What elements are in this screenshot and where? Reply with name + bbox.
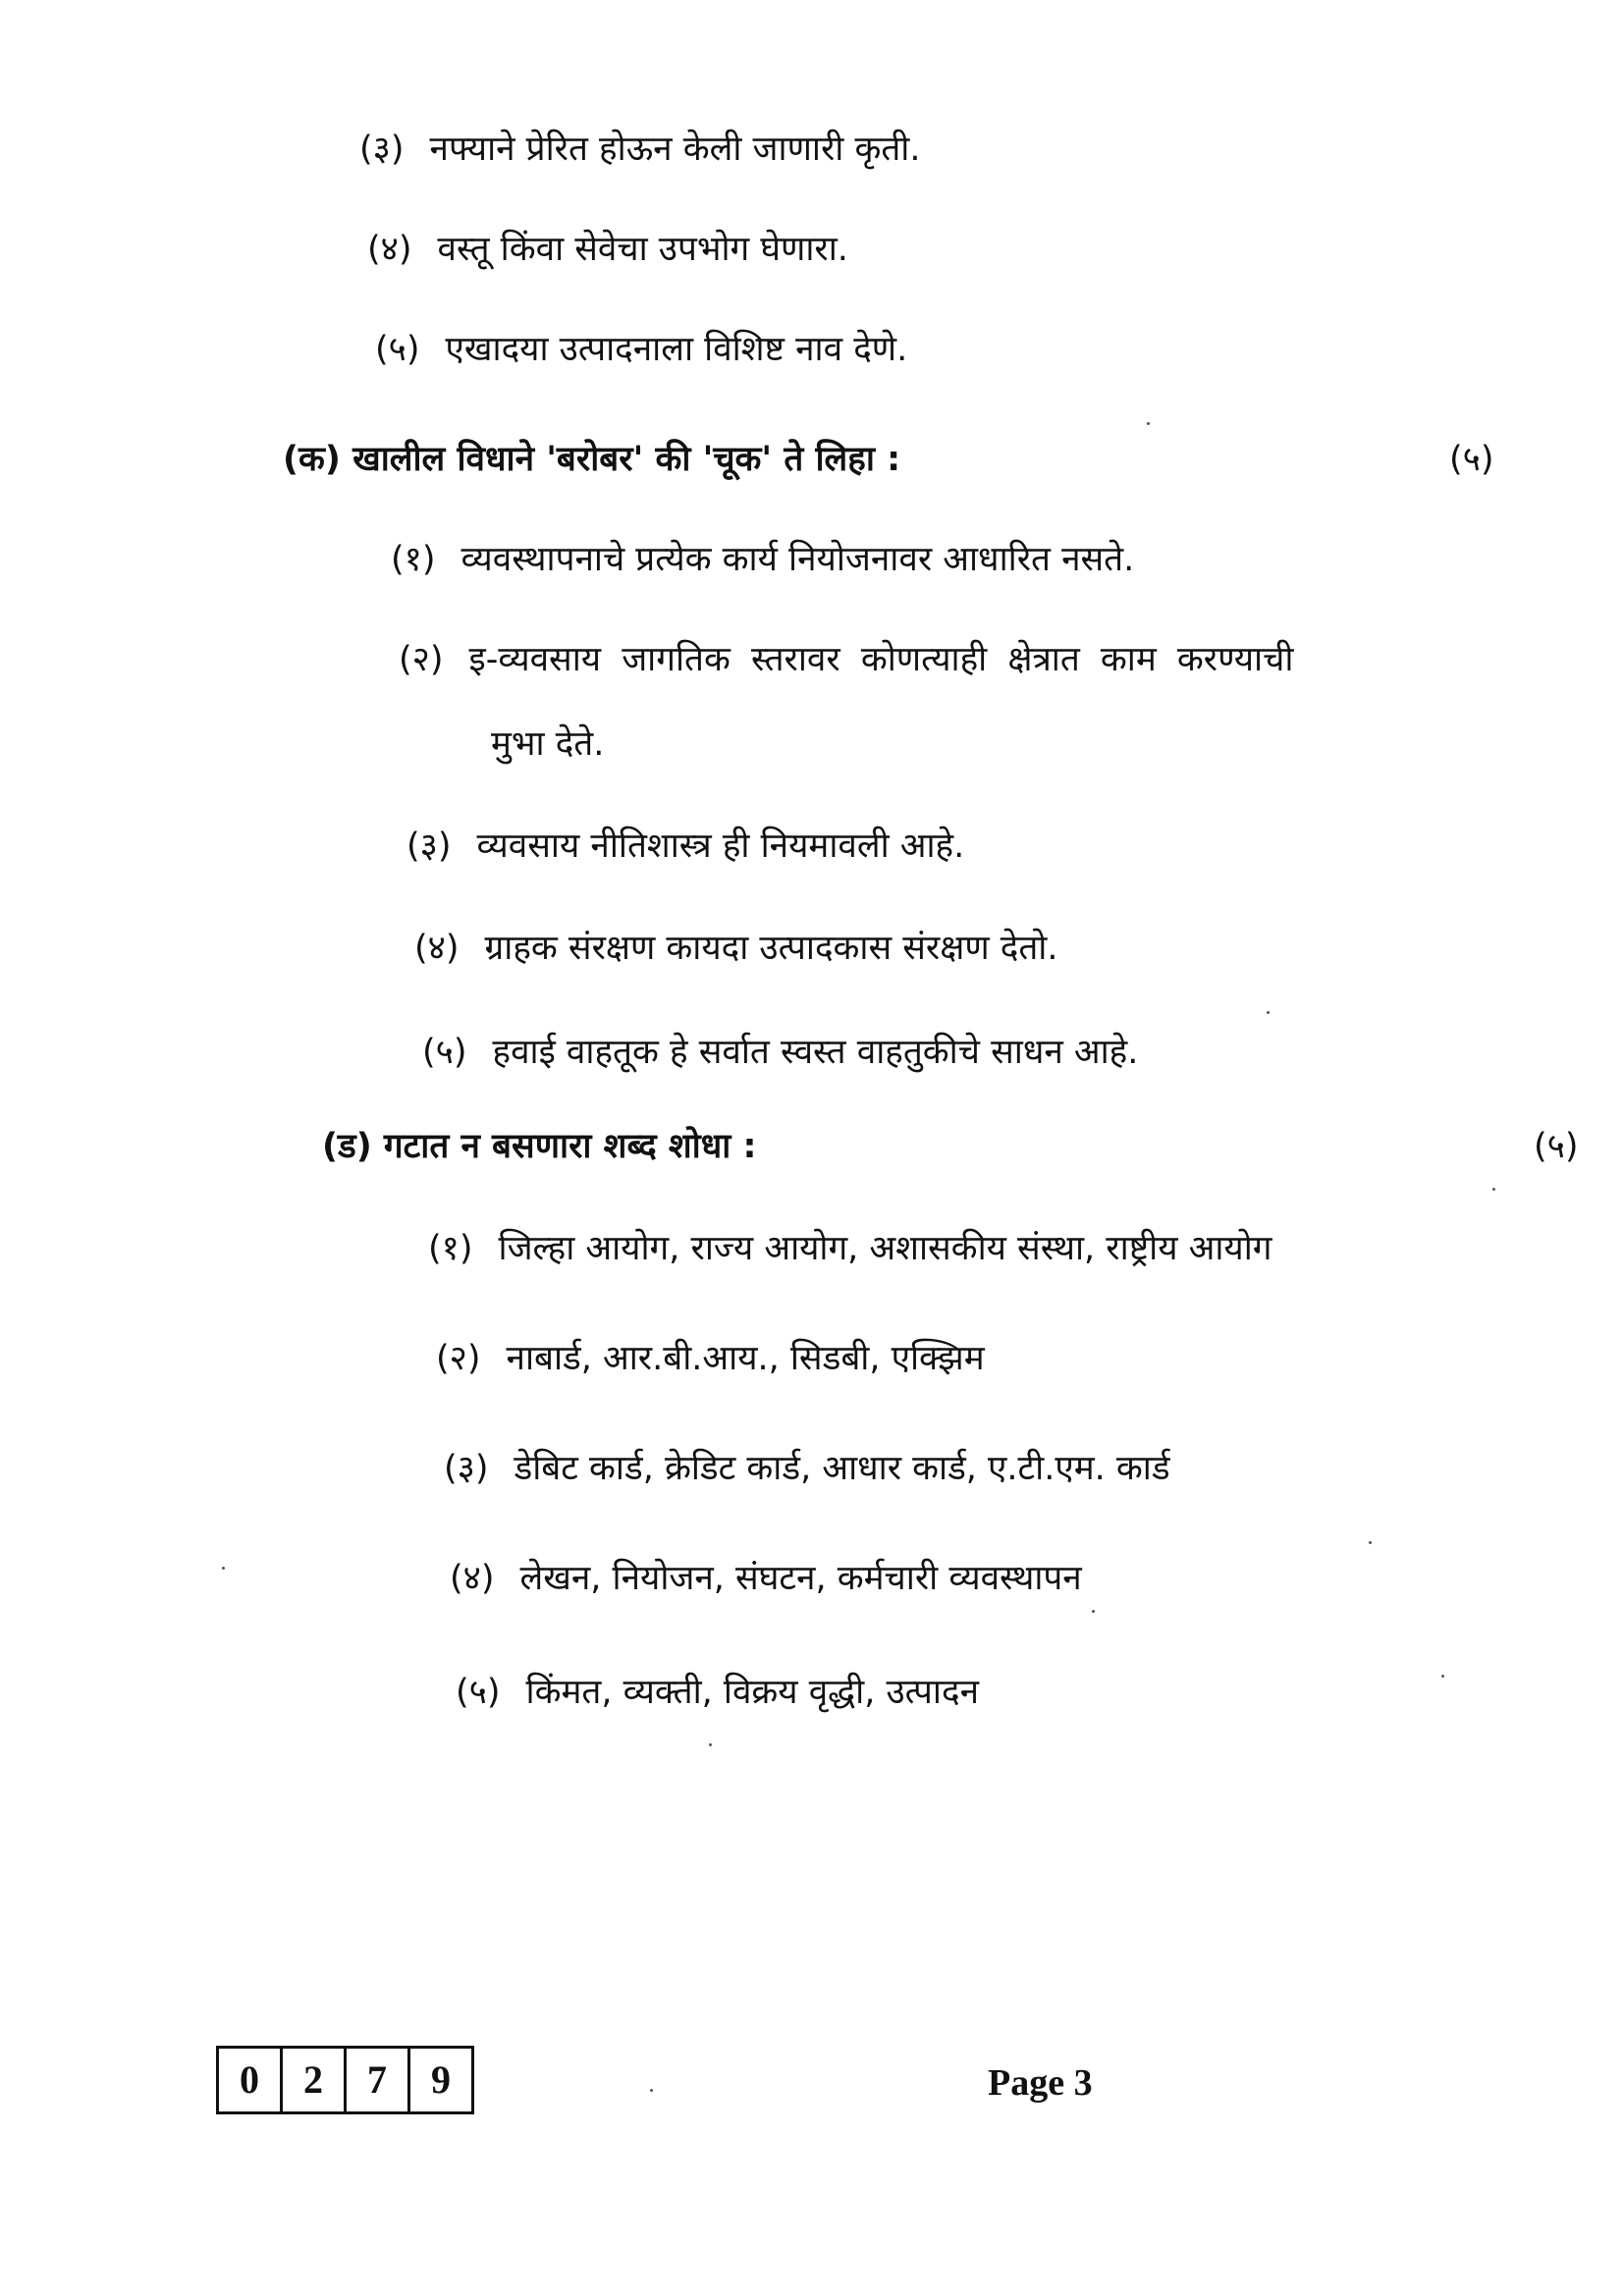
item-text: व्यवस्थापनाचे प्रत्येक कार्य नियोजनावर आधारित नसते. bbox=[460, 540, 1135, 579]
paper-code-digit: 2 bbox=[283, 2049, 347, 2111]
list-item bbox=[436, 1337, 985, 1380]
scan-speck bbox=[222, 1567, 225, 1570]
item-number: (२) bbox=[399, 640, 444, 679]
item-number: (३) bbox=[359, 130, 405, 169]
item-text: एखादया उत्पादनाला विशिष्ट नाव देणे. bbox=[445, 330, 908, 369]
item-text: ग्राहक संरक्षण कायदा उत्पादकास संरक्षण देतो. bbox=[484, 929, 1058, 968]
section-c-heading bbox=[283, 438, 900, 481]
item-text: नफ्याने प्रेरित होऊन केली जाणारी कृती. bbox=[429, 130, 921, 169]
item-number: (५) bbox=[456, 1673, 501, 1712]
item-number: (३) bbox=[406, 827, 452, 866]
item-text: व्यवसाय नीतिशास्त्र ही नियमावली आहे. bbox=[476, 827, 965, 866]
section-heading-text: गटात न बसणारा शब्द शोधा : bbox=[383, 1127, 757, 1166]
section-d-marks: (५) bbox=[1534, 1127, 1579, 1166]
paper-code-digit: 7 bbox=[347, 2049, 410, 2111]
list-item bbox=[444, 1447, 1170, 1490]
item-text: नाबार्ड, आर.बी.आय., सिडबी, एक्झिम bbox=[506, 1339, 985, 1378]
list-item-continuation: मुभा देते. bbox=[491, 724, 605, 764]
section-heading-text: खालील विधाने 'बरोबर' की 'चूक' ते लिहा : bbox=[352, 440, 901, 479]
paper-code-digit: 0 bbox=[219, 2049, 283, 2111]
list-item bbox=[406, 825, 964, 868]
section-c-marks: (५) bbox=[1449, 440, 1494, 479]
scan-speck bbox=[1441, 1675, 1444, 1678]
list-item bbox=[450, 1557, 1082, 1600]
item-number: (५) bbox=[422, 1033, 467, 1072]
paper-code-box bbox=[216, 2046, 474, 2114]
item-text: लेखन, नियोजन, संघटन, कर्मचारी व्यवस्थापन bbox=[519, 1559, 1082, 1598]
scan-speck bbox=[1369, 1541, 1372, 1544]
item-text: जिल्हा आयोग, राज्य आयोग, अशासकीय संस्था, राष्ट्रीय आयोग bbox=[498, 1229, 1272, 1268]
list-item bbox=[359, 128, 920, 171]
item-text: हवाई वाहतूक हे सर्वात स्वस्त वाहतुकीचे साधन आहे. bbox=[492, 1033, 1139, 1072]
page-number: Page 3 bbox=[988, 2062, 1093, 2104]
item-text: वस्तू किंवा सेवेचा उपभोग घेणारा. bbox=[437, 230, 848, 269]
list-item bbox=[399, 638, 1293, 681]
item-number: (१) bbox=[391, 540, 436, 579]
section-label: (क) bbox=[283, 440, 341, 479]
paper-code-digit: 9 bbox=[431, 2057, 451, 2102]
item-number: (५) bbox=[375, 330, 420, 369]
item-number: (४) bbox=[450, 1559, 495, 1598]
scan-speck bbox=[1492, 1188, 1495, 1191]
scan-speck bbox=[1267, 1011, 1270, 1014]
item-number: (४) bbox=[414, 929, 460, 968]
scan-speck bbox=[1092, 1610, 1095, 1613]
list-item bbox=[456, 1671, 979, 1714]
list-item bbox=[422, 1031, 1138, 1074]
section-label: (ड) bbox=[322, 1127, 372, 1166]
list-item bbox=[428, 1227, 1272, 1270]
list-item bbox=[375, 328, 907, 371]
section-d-heading bbox=[322, 1125, 757, 1168]
scan-speck bbox=[709, 1743, 712, 1746]
item-text: किंमत, व्यक्ती, विक्रय वृद्धी, उत्पादन bbox=[525, 1673, 979, 1712]
item-number: (१) bbox=[428, 1229, 473, 1268]
scan-speck bbox=[1147, 422, 1150, 425]
item-number: (२) bbox=[436, 1339, 481, 1378]
list-item bbox=[367, 228, 848, 271]
scan-speck bbox=[650, 2089, 653, 2092]
item-number: (३) bbox=[444, 1449, 489, 1488]
item-text: इ-व्यवसाय जागतिक स्तरावर कोणत्याही क्षेत्रात काम करण्याची bbox=[468, 640, 1294, 679]
list-item bbox=[391, 538, 1134, 581]
list-item bbox=[414, 927, 1058, 970]
item-text: डेबिट कार्ड, क्रेडिट कार्ड, आधार कार्ड, ए.टी.एम. कार्ड bbox=[514, 1449, 1170, 1488]
item-number: (४) bbox=[367, 230, 412, 269]
